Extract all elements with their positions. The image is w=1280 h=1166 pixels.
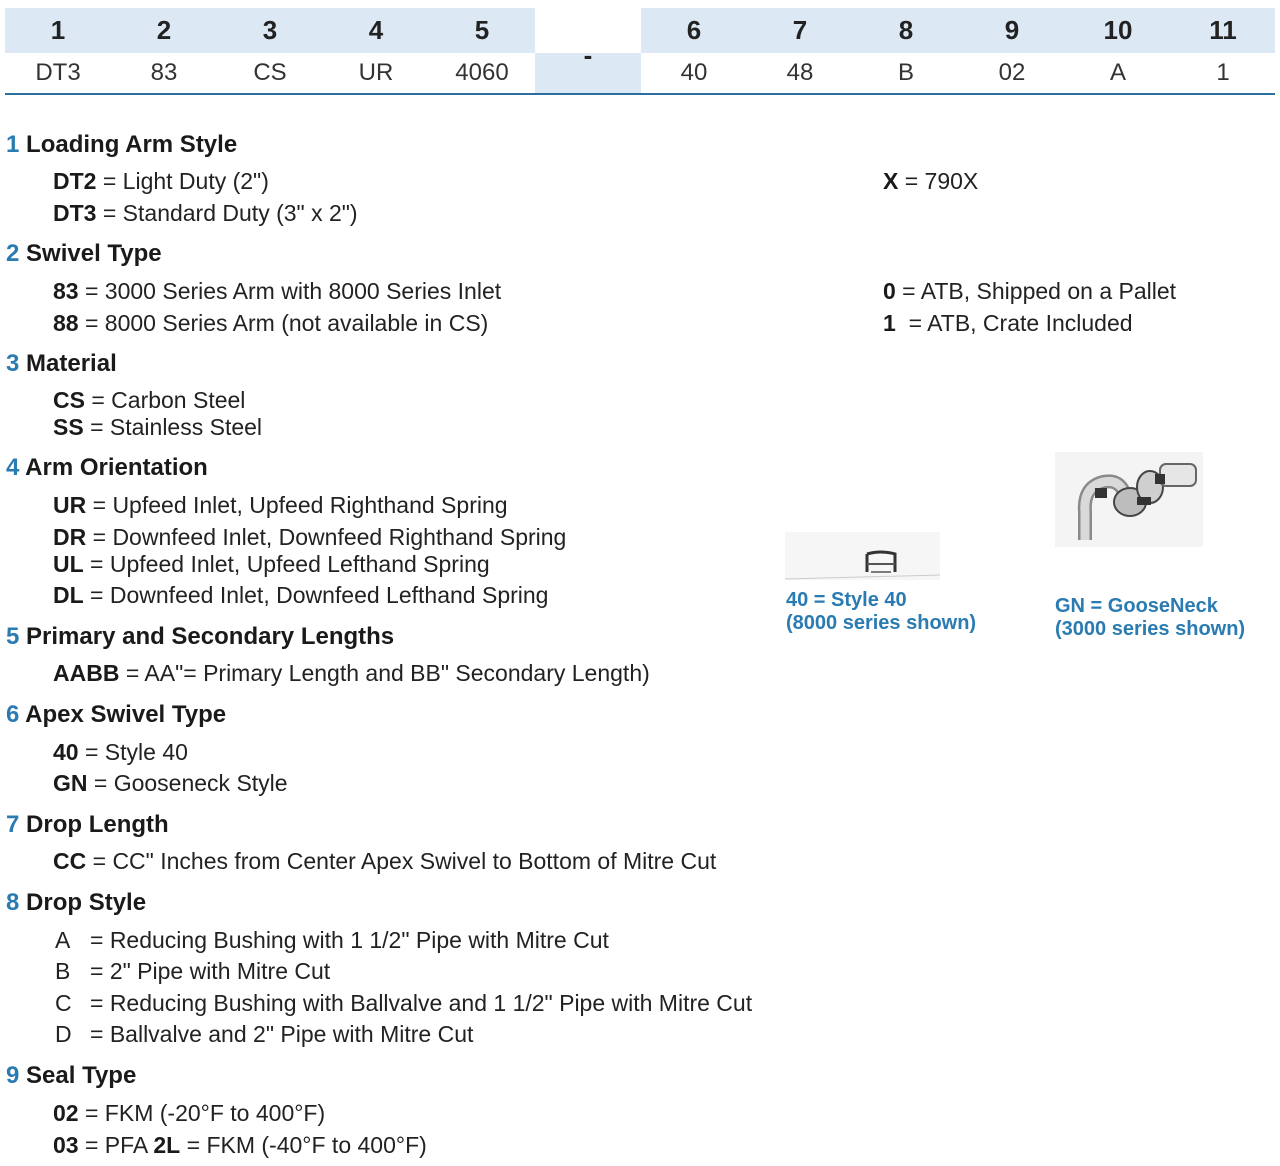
section-number: 3 [6, 350, 20, 377]
section-title [6, 350, 117, 378]
section-material [6, 350, 117, 378]
section-title [6, 1062, 136, 1090]
section-heading: Primary and Secondary Lengths [26, 623, 395, 650]
section-heading: Seal Type [26, 1062, 137, 1089]
value-3: CS [253, 59, 287, 86]
option-ss: SS = Stainless Steel [53, 414, 263, 440]
section-lengths [6, 623, 394, 651]
position-11: 11 [1209, 15, 1237, 45]
section-swivel-type [6, 240, 162, 268]
option-83: 83 = 3000 Series Arm with 8000 Series Inlet [53, 278, 502, 304]
option-drop-a: A = Reducing Bushing with 1 1/2" Pipe with Mitre Cut [55, 927, 609, 953]
option-03: 03 = PFA 2L = FKM (-40°F to 400°F) [53, 1132, 427, 1158]
section-heading: Drop Style [26, 889, 147, 916]
option-dr: DR = Downfeed Inlet, Downfeed Righthand Spring [53, 524, 567, 550]
value-6: 40 [680, 59, 708, 86]
section-number: 5 [6, 623, 20, 650]
section-heading: Loading Arm Style [26, 131, 238, 158]
section-number: 8 [6, 889, 20, 916]
option-0: 0 = ATB, Shipped on a Pallet [883, 278, 1177, 304]
section-title [6, 623, 394, 651]
option-cc: CC = CC" Inches from Center Apex Swivel to Bottom of Mitre Cut [53, 848, 717, 874]
value-11: 1 [1216, 59, 1230, 86]
section-heading: Material [26, 350, 117, 377]
position-6: 6 [686, 15, 702, 45]
section-apex-swivel-type [6, 701, 226, 729]
option-dt2: DT2 = Light Duty (2") [53, 168, 269, 194]
value-7: 48 [786, 59, 814, 86]
style-40-swivel-image [785, 532, 940, 582]
section-heading: Apex Swivel Type [25, 701, 227, 728]
option-1: 1 = ATB, Crate Included [883, 310, 1133, 336]
option-88: 88 = 8000 Series Arm (not available in CS) [53, 310, 489, 336]
section-title [6, 454, 208, 482]
section-title [6, 889, 146, 917]
option-dl: DL = Downfeed Inlet, Downfeed Lefthand Spring [53, 582, 549, 608]
section-number: 1 [6, 131, 20, 158]
section-drop-length [6, 811, 169, 839]
value-1: DT3 [35, 59, 81, 86]
section-heading: Drop Length [26, 811, 169, 838]
section-title [6, 811, 169, 839]
section-heading: Arm Orientation [25, 454, 208, 481]
caption-gooseneck [1055, 595, 1245, 641]
option-ul: UL = Upfeed Inlet, Upfeed Lefthand Spring [53, 551, 490, 577]
position-9: 9 [1004, 15, 1020, 45]
position-5: 5 [474, 15, 490, 45]
position-header-row [5, 8, 1275, 70]
caption-line: (8000 series shown) [786, 612, 977, 634]
option-x: X = 790X [883, 168, 979, 194]
section-seal-type [6, 1062, 136, 1090]
option-drop-c: C = Reducing Bushing with Ballvalve and 1 1/2" Pipe with Mitre Cut [55, 990, 753, 1016]
caption-line: 40 = Style 40 [786, 589, 907, 611]
gooseneck-swivel-image [1055, 452, 1203, 547]
value-9: 02 [998, 59, 1026, 86]
section-number: 9 [6, 1062, 20, 1089]
option-40: 40 = Style 40 [53, 739, 188, 765]
separator-header [535, 8, 641, 70]
value-5: 4060 [455, 59, 509, 86]
section-number: 7 [6, 811, 20, 838]
position-10: 10 [1103, 15, 1133, 45]
option-02: 02 = FKM (-20°F to 400°F) [53, 1100, 326, 1126]
position-2: 2 [156, 15, 172, 45]
option-cs: CS = Carbon Steel [53, 387, 246, 413]
section-drop-style [6, 889, 146, 917]
section-title [6, 240, 162, 268]
value-4: UR [358, 59, 394, 86]
position-3: 3 [262, 15, 278, 45]
section-arm-orientation [6, 454, 208, 482]
model-code-table [5, 8, 1275, 95]
position-7: 7 [792, 15, 808, 45]
section-number: 6 [6, 701, 20, 728]
section-heading: Swivel Type [26, 240, 162, 267]
value-2: 83 [150, 59, 178, 86]
separator-dash: - [583, 40, 593, 70]
section-number: 2 [6, 240, 20, 267]
example-value-row [5, 53, 1275, 95]
caption-style-40 [786, 589, 976, 635]
section-title [6, 131, 237, 159]
section-title [6, 701, 226, 729]
option-gn: GN = Gooseneck Style [53, 770, 288, 796]
value-10: A [1109, 59, 1126, 86]
position-1: 1 [50, 15, 66, 45]
option-ur: UR = Upfeed Inlet, Upfeed Righthand Spring [53, 492, 508, 518]
position-8: 8 [898, 15, 914, 45]
option-aabb: AABB = AA"= Primary Length and BB" Secondary Length) [53, 660, 650, 686]
caption-line: (3000 series shown) [1055, 618, 1246, 640]
option-dt3: DT3 = Standard Duty (3" x 2") [53, 200, 358, 226]
option-drop-b: B = 2" Pipe with Mitre Cut [55, 958, 331, 984]
section-number: 4 [6, 454, 20, 481]
section-loading-arm-style [6, 131, 237, 159]
position-4: 4 [368, 15, 384, 45]
value-8: B [897, 59, 914, 86]
option-drop-d: D = Ballvalve and 2" Pipe with Mitre Cut [55, 1021, 474, 1047]
caption-line: GN = GooseNeck [1055, 595, 1218, 617]
